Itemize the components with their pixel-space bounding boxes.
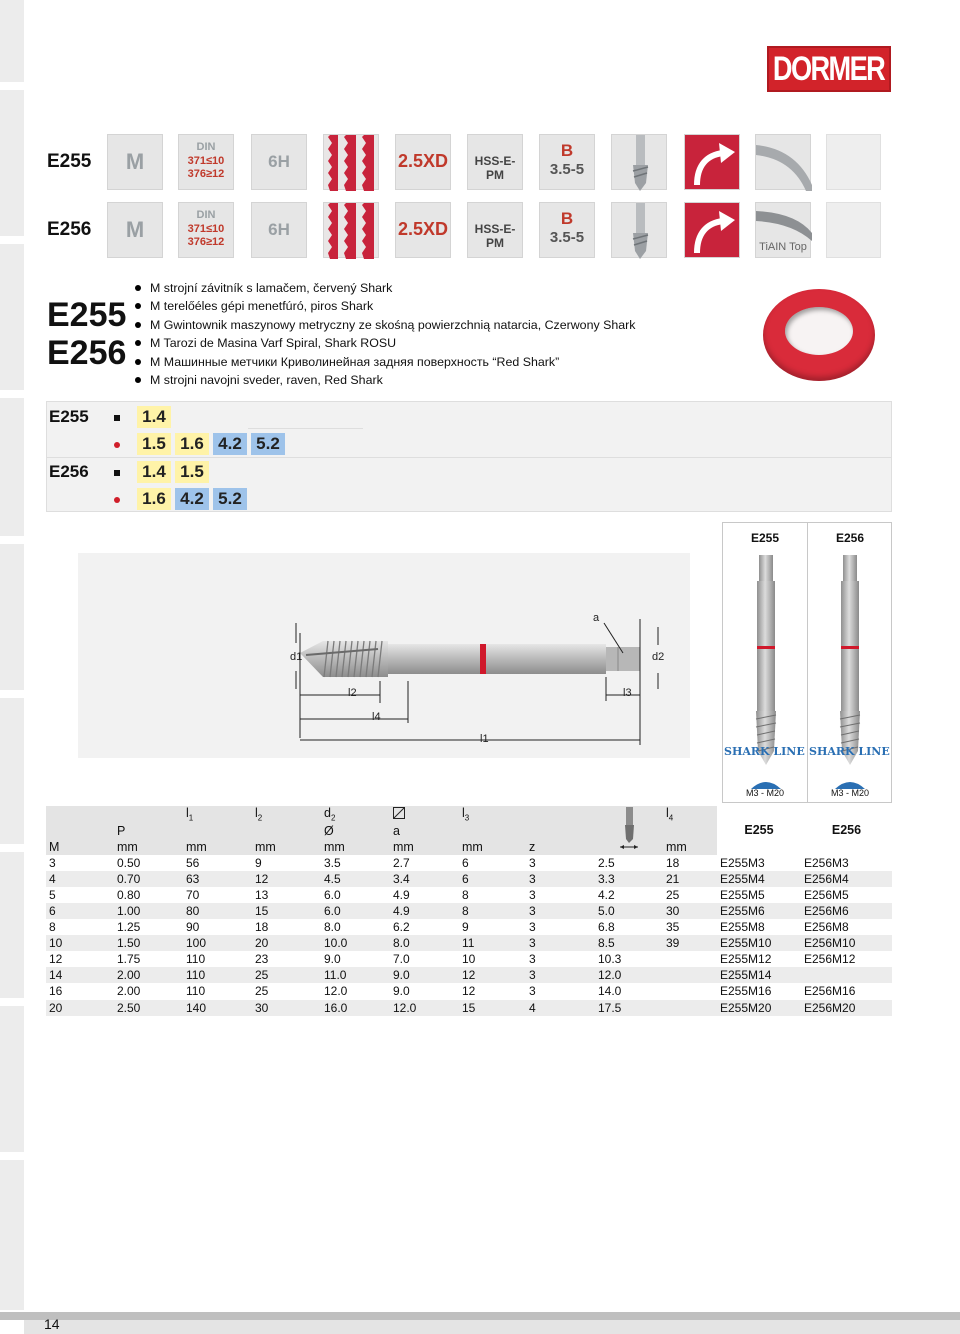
description-hu: M terelőéles gépi menetfúró, piros Shark bbox=[134, 297, 635, 315]
red-ring-icon bbox=[763, 289, 875, 381]
description-ru: M Машинные метчики Криволинейная задняя поверхность “Red Shark” bbox=[134, 353, 635, 371]
table-cell: 3 bbox=[49, 855, 56, 870]
table-cell: 10.0 bbox=[321, 935, 390, 951]
table-cell: 6.0 bbox=[321, 903, 390, 919]
table-cell: E255M5 bbox=[720, 887, 765, 902]
header-l1: $l_1$ bbox=[183, 806, 252, 823]
description-list bbox=[134, 279, 635, 389]
table-cell: 3.5 bbox=[324, 855, 341, 870]
table-cell: 15 bbox=[459, 1000, 526, 1016]
table-cell: E255M14 bbox=[717, 967, 801, 983]
table-cell: 25 bbox=[252, 967, 321, 983]
tap-panel-title-e255: E255 bbox=[750, 531, 780, 545]
header-z: z bbox=[526, 839, 595, 855]
table-cell: 1.75 bbox=[117, 952, 141, 967]
table-cell: 16 bbox=[49, 984, 63, 999]
chamfer-form-icon: B 3.5-5 bbox=[539, 202, 595, 258]
table-cell: 4.5 bbox=[321, 871, 390, 887]
square-symbol-icon bbox=[114, 470, 120, 476]
table-cell: 1.00 bbox=[114, 903, 183, 919]
tap-panel-range-e256: M3 - M20 bbox=[830, 788, 869, 798]
table-cell: 5 bbox=[49, 887, 56, 902]
dim-label-a: a bbox=[593, 612, 600, 624]
header-e256: E256 bbox=[801, 806, 892, 855]
empty-tile bbox=[826, 202, 881, 258]
thread-profile-icon bbox=[323, 134, 379, 190]
table-cell: 25 bbox=[255, 984, 269, 999]
table-cell: 70 bbox=[186, 887, 200, 902]
tap-dimension-diagram bbox=[78, 553, 690, 758]
table-cell: 12 bbox=[49, 952, 63, 967]
table-cell: 17.5 bbox=[595, 1000, 663, 1016]
square-symbol-icon bbox=[114, 415, 120, 421]
table-row bbox=[46, 871, 892, 887]
table-cell bbox=[801, 967, 892, 983]
tolerance-icon: 6H bbox=[251, 134, 307, 190]
page-edge-strip bbox=[0, 0, 24, 1310]
table-cell: 140 bbox=[183, 1000, 252, 1016]
table-cell: 8.0 bbox=[390, 935, 459, 951]
table-cell: 14 bbox=[46, 967, 114, 983]
din-standard-icon: DIN 371≤10 376≥12 bbox=[178, 202, 234, 258]
table-cell: 12 bbox=[252, 871, 321, 887]
header-l2: $l_2$ bbox=[252, 806, 321, 823]
table-cell bbox=[663, 983, 717, 999]
table-cell: E255M8 bbox=[720, 920, 765, 935]
shark-line-logo: SHARK LINE bbox=[809, 745, 890, 758]
description-sl: M strojni navojni sveder, raven, Red Shark bbox=[134, 371, 635, 389]
table-cell: E256M16 bbox=[804, 984, 856, 999]
coating-icon bbox=[755, 134, 811, 190]
footer-band bbox=[24, 1320, 960, 1334]
table-cell: 35 bbox=[666, 920, 680, 935]
size-chip: 1.5 bbox=[137, 433, 171, 455]
table-cell: 3.3 bbox=[595, 871, 663, 887]
table-cell: E255M20 bbox=[717, 1000, 801, 1016]
table-header-row bbox=[46, 806, 892, 823]
dim-label-l4: l4 bbox=[372, 711, 381, 723]
header-unit: mm bbox=[321, 839, 390, 855]
table-cell: 3 bbox=[526, 871, 595, 887]
table-cell: 90 bbox=[186, 920, 200, 935]
size-chip: 1.6 bbox=[137, 488, 171, 510]
table-cell: 0.50 bbox=[117, 855, 141, 870]
table-cell: 2.5 bbox=[598, 855, 615, 870]
table-cell: 63 bbox=[183, 871, 252, 887]
table-cell: 4.9 bbox=[390, 903, 459, 919]
table-cell: 9.0 bbox=[393, 984, 410, 999]
application-arrow-icon bbox=[684, 202, 740, 258]
dim-label-l2: l2 bbox=[348, 687, 357, 699]
tap-image-panel bbox=[722, 522, 892, 803]
availability-code-e255: E255 bbox=[49, 407, 89, 426]
chamfer-form-icon: B 3.5-5 bbox=[539, 134, 595, 190]
dot-symbol-icon bbox=[114, 442, 120, 448]
material-icon: HSS-E-PM bbox=[467, 202, 523, 258]
availability-box bbox=[46, 401, 892, 512]
empty-tile bbox=[826, 134, 881, 190]
table-cell: 9 bbox=[462, 920, 469, 935]
tap-point-icon bbox=[611, 134, 667, 190]
dim-label-d1: d1 bbox=[290, 651, 303, 663]
size-chip: 1.4 bbox=[137, 461, 171, 483]
table-cell: 2.00 bbox=[117, 984, 141, 999]
table-cell: 9.0 bbox=[324, 952, 341, 967]
table-cell: 20 bbox=[252, 935, 321, 951]
coating-icon: TiAIN Top bbox=[755, 202, 811, 258]
header-d2-symbol: Ø bbox=[321, 823, 390, 839]
header-unit: mm bbox=[390, 839, 459, 855]
table-cell: 9 bbox=[255, 855, 262, 870]
dim-label-l1: l1 bbox=[480, 733, 489, 745]
table-cell: 7.0 bbox=[393, 952, 410, 967]
table-cell: E255M3 bbox=[720, 855, 765, 870]
header-unit: mm bbox=[114, 839, 183, 855]
table-cell: 6.8 bbox=[598, 920, 615, 935]
drill-icon bbox=[595, 806, 663, 855]
table-cell: 12 bbox=[462, 984, 476, 999]
dot-symbol-icon bbox=[114, 497, 120, 503]
tap-panel-range-e255: M3 - M20 bbox=[745, 788, 784, 798]
table-cell: 3.4 bbox=[390, 871, 459, 887]
size-chip: 4.2 bbox=[213, 433, 247, 455]
thread-profile-icon bbox=[323, 202, 379, 258]
header-unit: mm bbox=[459, 839, 526, 855]
footer-bar bbox=[0, 1312, 960, 1320]
table-cell: 56 bbox=[186, 855, 200, 870]
table-cell bbox=[663, 1000, 717, 1016]
size-chip: 4.2 bbox=[175, 488, 209, 510]
table-cell: 4.9 bbox=[393, 887, 410, 902]
table-cell: 0.80 bbox=[117, 887, 141, 902]
application-arrow-icon bbox=[684, 134, 740, 190]
table-cell: 3 bbox=[529, 920, 536, 935]
table-cell: 2.7 bbox=[393, 855, 410, 870]
title-code-e256: E256 bbox=[47, 334, 127, 372]
page-number: 14 bbox=[44, 1316, 60, 1332]
table-cell: E256M6 bbox=[801, 903, 892, 919]
table-cell: 1.50 bbox=[114, 935, 183, 951]
thread-depth-icon: 2.5XD bbox=[395, 134, 451, 190]
table-row bbox=[46, 951, 892, 967]
table-cell: 0.70 bbox=[114, 871, 183, 887]
table-cell: 15 bbox=[252, 903, 321, 919]
table-cell: E256M3 bbox=[804, 855, 849, 870]
table-cell: E255M12 bbox=[720, 952, 772, 967]
description-ro: M Tarozi de Masina Varf Spiral, Shark ROSU bbox=[134, 334, 635, 352]
product-code-e255: E255 bbox=[47, 151, 92, 172]
table-cell: 9.0 bbox=[390, 967, 459, 983]
table-cell: 110 bbox=[186, 984, 206, 999]
table-row bbox=[46, 1000, 892, 1016]
table-cell: E256M20 bbox=[801, 1000, 892, 1016]
table-cell bbox=[663, 951, 717, 967]
material-icon: HSS-E-PM bbox=[467, 134, 523, 190]
table-cell: 6 bbox=[462, 855, 469, 870]
table-cell: 80 bbox=[183, 903, 252, 919]
table-row bbox=[46, 935, 892, 951]
table-cell: 5.0 bbox=[595, 903, 663, 919]
specification-table bbox=[46, 806, 892, 1016]
header-p: P bbox=[114, 823, 183, 839]
table-cell: 110 bbox=[186, 952, 206, 967]
table-cell: 11 bbox=[459, 935, 526, 951]
header-m: M bbox=[46, 839, 114, 855]
header-unit: mm bbox=[183, 839, 252, 855]
table-cell: 2.50 bbox=[114, 1000, 183, 1016]
table-cell: 10 bbox=[462, 952, 476, 967]
table-cell: 10 bbox=[46, 935, 114, 951]
description-pl: M Gwintownik maszynowy metryczny ze skośną powierzchnią natarcia, Czerwony Shark bbox=[134, 316, 635, 334]
tolerance-icon: 6H bbox=[251, 202, 307, 258]
table-cell: E256M8 bbox=[804, 920, 849, 935]
header-l3: $l_3$ bbox=[459, 806, 526, 823]
table-cell: 23 bbox=[255, 952, 269, 967]
header-e255: E255 bbox=[717, 806, 801, 855]
table-body bbox=[46, 855, 892, 1016]
table-cell: 3 bbox=[529, 887, 536, 902]
header-unit: mm bbox=[663, 839, 717, 855]
table-cell: E255M10 bbox=[717, 935, 801, 951]
table-cell: 16.0 bbox=[321, 1000, 390, 1016]
table-cell: 110 bbox=[183, 967, 252, 983]
table-row bbox=[46, 967, 892, 983]
table-row bbox=[46, 983, 892, 999]
table-cell: 10.3 bbox=[598, 952, 622, 967]
table-cell: E256M5 bbox=[804, 887, 849, 902]
table-cell: 30 bbox=[252, 1000, 321, 1016]
table-cell: 21 bbox=[663, 871, 717, 887]
table-row bbox=[46, 855, 892, 871]
table-cell: 8 bbox=[459, 903, 526, 919]
description-cs: M strojní závitník s lamačem, červený Shark bbox=[134, 279, 635, 297]
table-cell: 12.0 bbox=[595, 967, 663, 983]
table-row bbox=[46, 887, 892, 903]
table-cell: E255M4 bbox=[717, 871, 801, 887]
table-cell: 6.2 bbox=[393, 920, 410, 935]
table-cell: 8 bbox=[49, 920, 56, 935]
table-cell: E256M12 bbox=[804, 952, 856, 967]
table-cell: 2.00 bbox=[114, 967, 183, 983]
header-unit: mm bbox=[252, 839, 321, 855]
table-cell: 8 bbox=[462, 887, 469, 902]
table-cell: 20 bbox=[46, 1000, 114, 1016]
tap-point-icon bbox=[611, 202, 667, 258]
din-standard-icon: DIN 371≤10 376≥12 bbox=[178, 134, 234, 190]
table-cell: 4 bbox=[526, 1000, 595, 1016]
availability-code-e256: E256 bbox=[49, 462, 89, 481]
header-l4: $l_4$ bbox=[663, 806, 717, 823]
table-cell: 6 bbox=[46, 903, 114, 919]
table-cell: E255M16 bbox=[720, 984, 772, 999]
size-chip: 1.5 bbox=[175, 461, 209, 483]
table-cell: 4 bbox=[46, 871, 114, 887]
table-cell: 12.0 bbox=[324, 984, 348, 999]
table-cell: 3 bbox=[529, 984, 536, 999]
table-cell: 3 bbox=[529, 855, 536, 870]
table-cell: 8.5 bbox=[595, 935, 663, 951]
table-cell: 18 bbox=[666, 855, 680, 870]
table-cell: 3 bbox=[526, 903, 595, 919]
table-cell: E255M6 bbox=[717, 903, 801, 919]
table-cell: 12.0 bbox=[390, 1000, 459, 1016]
thread-depth-icon: 2.5XD bbox=[395, 202, 451, 258]
table-cell: E256M4 bbox=[801, 871, 892, 887]
table-cell: 18 bbox=[255, 920, 269, 935]
size-chip: 1.4 bbox=[137, 406, 171, 428]
table-cell: 25 bbox=[666, 887, 680, 902]
table-cell: 11.0 bbox=[321, 967, 390, 983]
table-cell: 3 bbox=[526, 967, 595, 983]
product-code-e256: E256 bbox=[47, 219, 92, 240]
shark-line-logo: SHARK LINE bbox=[724, 745, 805, 758]
header-d2: $d_2$ bbox=[321, 806, 390, 823]
size-chip: 5.2 bbox=[251, 433, 285, 455]
metric-thread-icon: M bbox=[107, 134, 163, 190]
square-size-icon bbox=[390, 806, 459, 823]
table-cell: 13 bbox=[255, 887, 269, 902]
table-cell: 8.0 bbox=[324, 920, 341, 935]
table-cell: 100 bbox=[183, 935, 252, 951]
title-code-e255: E255 bbox=[47, 296, 127, 334]
table-cell: E256M10 bbox=[801, 935, 892, 951]
table-cell: 3 bbox=[529, 952, 536, 967]
dim-label-d2: d2 bbox=[652, 651, 665, 663]
table-cell: 6.0 bbox=[324, 887, 341, 902]
table-row bbox=[46, 919, 892, 935]
tap-panel-title-e256: E256 bbox=[835, 531, 865, 545]
metric-thread-icon: M bbox=[107, 202, 163, 258]
table-cell: 39 bbox=[663, 935, 717, 951]
table-cell: 14.0 bbox=[598, 984, 622, 999]
table-cell: 1.25 bbox=[117, 920, 141, 935]
table-cell: 4.2 bbox=[598, 887, 615, 902]
dim-label-l3: l3 bbox=[623, 687, 632, 699]
table-cell bbox=[663, 967, 717, 983]
dormer-logo: DORMER bbox=[767, 46, 891, 92]
size-chip: 5.2 bbox=[213, 488, 247, 510]
header-a: a bbox=[390, 823, 459, 839]
table-row bbox=[46, 903, 892, 919]
table-cell: 6 bbox=[459, 871, 526, 887]
size-chip: 1.6 bbox=[175, 433, 209, 455]
table-cell: 12 bbox=[459, 967, 526, 983]
table-cell: 30 bbox=[663, 903, 717, 919]
table-cell: 3 bbox=[526, 935, 595, 951]
